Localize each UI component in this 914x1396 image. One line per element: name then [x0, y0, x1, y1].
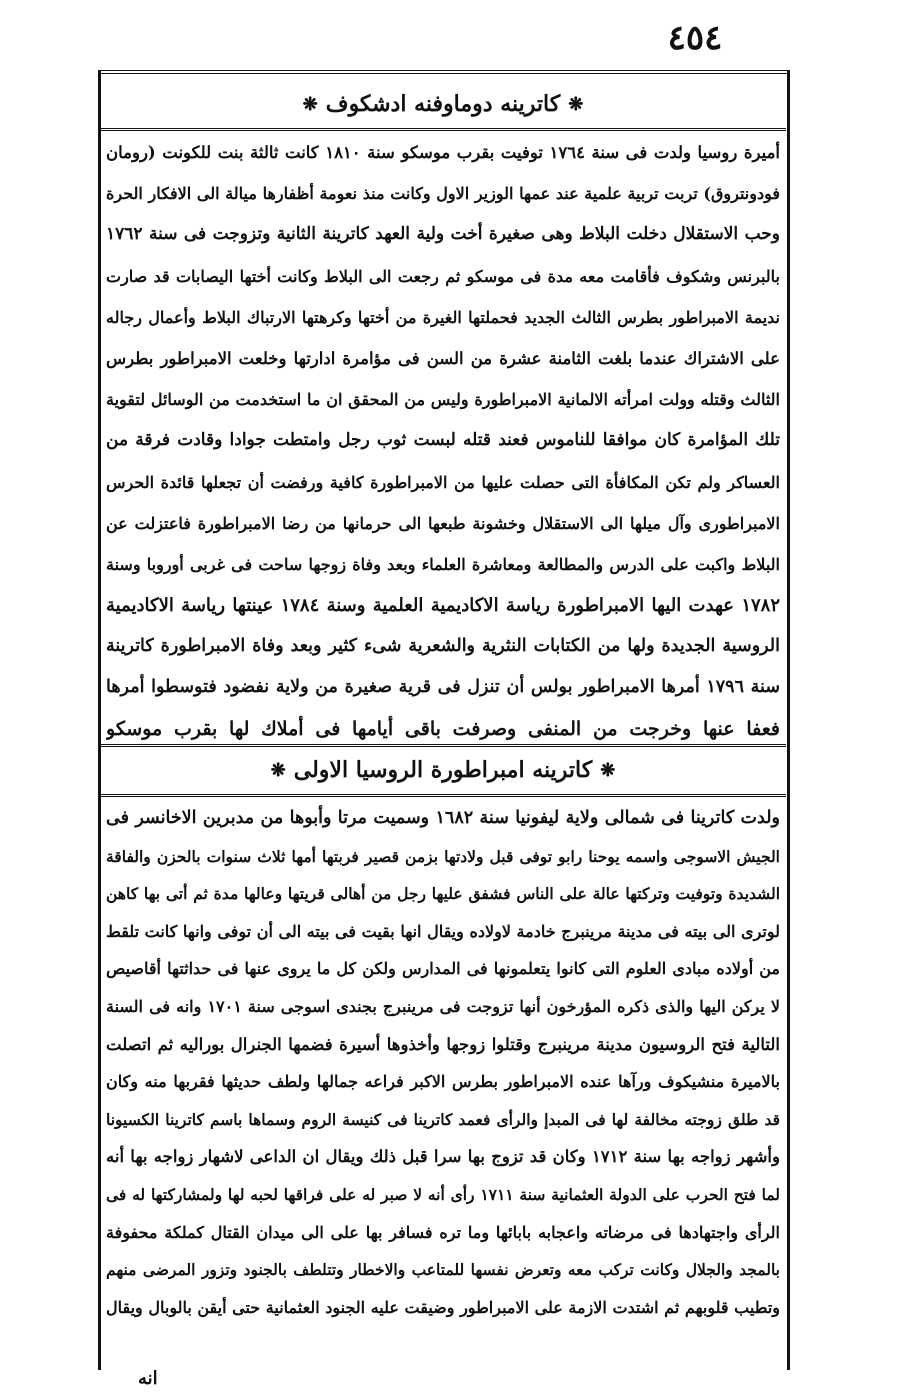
text-line: الجيش الاسوجى واسمه يوحنا رابو توفى قبل ولادتها بزمن قصير فربتها أمها ثلاث سنوات بالحزن والفاقة — [106, 846, 780, 866]
title-ornament-right-icon: ❋ — [568, 93, 584, 115]
article-catherine — [106, 800, 780, 1326]
text-line: أميرة روسيا ولدت فى سنة ١٧٦٤ توفيت بقرب موسكو سنة ١٨١٠ كانت ثالثة بنت للكونت (رومان — [106, 143, 780, 162]
text-line: وتطيب قلوبهم ثم اشتدت الازمة على الامبراطور وضيقت عليه الجنود العثمانية حتى أيقن بالوبال ويقال — [106, 1297, 780, 1317]
text-line: لما فتح الحرب على الدولة العثمانية سنة ١٧١١ رأى أنه لا صبر له على فراقها لحبه لها ولمشاركتها له فى — [106, 1184, 780, 1204]
title-ornament-right-icon: ❋ — [600, 759, 616, 781]
catchword: انه — [138, 1368, 158, 1389]
title-ornament-left-icon: ❋ — [302, 93, 318, 115]
text-line: الثالث وقتله وولت امرأته الالمانية الامبراطورة وليس من المحقق ان ما استخدمت من الوسائل لتقوية — [106, 390, 780, 410]
text-line: من أولاده مبادى العلوم التى كانوا يتعلمونها فى المدارس ولكن كل ما يروى عنها فى حداثتها أقاصيص — [106, 959, 780, 979]
text-line: ولدت كاترينا فى شمالى ولاية ليفونيا سنة ١٦٨٢ وسميت مرتا وأبوها من مدبرين الاخانسر فى — [106, 808, 780, 828]
text-line: وحب الاستقلال دخلت البلاط وهى صغيرة أخت ولية العهد كاترينة الثانية وتزوجت فى سنة ١٧٦٢ — [106, 224, 780, 245]
text-line: لوترى الى بيته فى مدينة مرينبرج خادمة لاولاده ويقال انها بقيت فى بيته الى أن توفى وانها كانت تلقط — [106, 921, 780, 941]
frame-top-rule — [98, 70, 790, 74]
text-line: العساكر ولم تكن المكافأة التى حصلت عليها من الامبراطورة كافية ورفضت أن تجعلها قائدة الحرس — [106, 472, 780, 492]
text-line: سنة ١٧٩٦ أمرها الامبراطور بولس أن تنزل فى قرية صغيرة من ولاية نفضود فتوسطوا أمرها — [106, 677, 780, 698]
section-title-text: كاترينه امبراطورة الروسيا الاولى — [293, 757, 593, 783]
page-number: ٤٥٤ — [667, 18, 723, 58]
text-line: الروسية الجديدة ولها من الكتابات النثرية والشعرية شىء كثير وبعد وفاة الامبراطورة كاترينة — [106, 636, 780, 657]
section-title-text: كاترينه دوماوفنه ادشكوف — [325, 91, 561, 117]
text-line: قد طلق زوجته مخالفة لها فى المبدإ والرأى فعمد كاترينا فى كنيسة الروم وسماها باسم كاترينا الكسيونا — [106, 1109, 780, 1129]
text-line: بالمجد والجلال وكانت تركب معه وتعرض نفسها للمتاعب والاخطار وتتلطف بالجنود وتزور المرضى منهم — [106, 1260, 780, 1280]
text-line: وأشهر زواجه بها سنة ١٧١٢ وكان قد تزوج بها سرا قبل ذلك ويقال ان الداعى لاشهار زواجه بها أنه — [106, 1147, 780, 1167]
text-line: لا يركن اليها والذى ذكره المؤرخون أنها تزوجت فى مرينبرج بجندى اسوجى سنة ١٧٠١ وانه فى السنة — [106, 996, 780, 1016]
text-line: الرأى واجتهادها فى مرضاته واعجابه بابائها وما تره فسافر بها على الى ميدان القتال كملكة محفوفة — [106, 1222, 780, 1242]
title-ornament-left-icon: ❋ — [270, 759, 286, 781]
section-rule — [100, 128, 786, 131]
text-line: ١٧٨٢ عهدت اليها الامبراطورة رياسة الاكاديمية العلمية وسنة ١٧٨٤ عينتها رياسة الاكاديمية — [106, 595, 780, 617]
section-title-dashkova — [100, 82, 786, 126]
text-line: فعفا عنها وخرجت من المنفى وصرفت باقى أيامها فى أملاك لها بقرب موسكو — [106, 717, 780, 740]
article-dashkova — [106, 132, 780, 750]
text-line: بالبرنس وشكوف فأقامت معه مدة فى موسكو ثم رجعت الى البلاط وكانت أختها اليصابات قد صارت — [106, 266, 780, 286]
section-title-catherine — [100, 748, 786, 792]
text-line: التالية فتح الروسيون مدينة مرينبرج وقتلوا زوجها وأخذوها أسيرة فضمها الجنرال بوراليه ثم اتصلت — [106, 1034, 780, 1054]
text-line: الشديدة وتوفيت وتركتها عالة على الناس فشفق عليها رجل من أهالى قريتها وعالها مدة ثم أتى بها كاهن — [106, 884, 780, 904]
section-rule — [100, 744, 786, 747]
text-line: نديمة الامبراطور بطرس الثالث الجديد فحملتها الغيرة من أختها وكرهتها الارتباك البلاط وأعمال رجاله — [106, 307, 780, 327]
text-line: البلاط واكبت على الدرس والمطالعة ومعاشرة العلماء وبعد وفاة زوجها ساحت فى غربى أوروبا وسنة — [106, 554, 780, 574]
text-line: بالاميرة منشيكوف ورآها عنده الامبراطور بطرس الاكبر فراعه جمالها ولطف حديثها فقربها منه وكان — [106, 1072, 780, 1092]
section-rule — [100, 794, 786, 797]
text-line: على الاشتراك عندما بلغت الثامنة عشرة من السن فى مؤامرة ادارتها وخلعت الامبراطور بطرس — [106, 348, 780, 368]
text-line: فودونتروق) تربت تربية علمية عند عمها الوزير الاول وكانت منذ نعومة أظفارها ميالة الى الافكار الحرة — [106, 184, 780, 204]
text-line: الامبراطورى وآل ميلها الى الاستقلال وخشونة طبعها الى حرمانها من رضا الامبراطورة فاعتزلت عن — [106, 513, 780, 533]
text-line: تلك المؤامرة كان موافقا للناموس فعند قتله لبست ثوب رجل وامتطت جوادا وقادت فرقة من — [106, 430, 780, 451]
